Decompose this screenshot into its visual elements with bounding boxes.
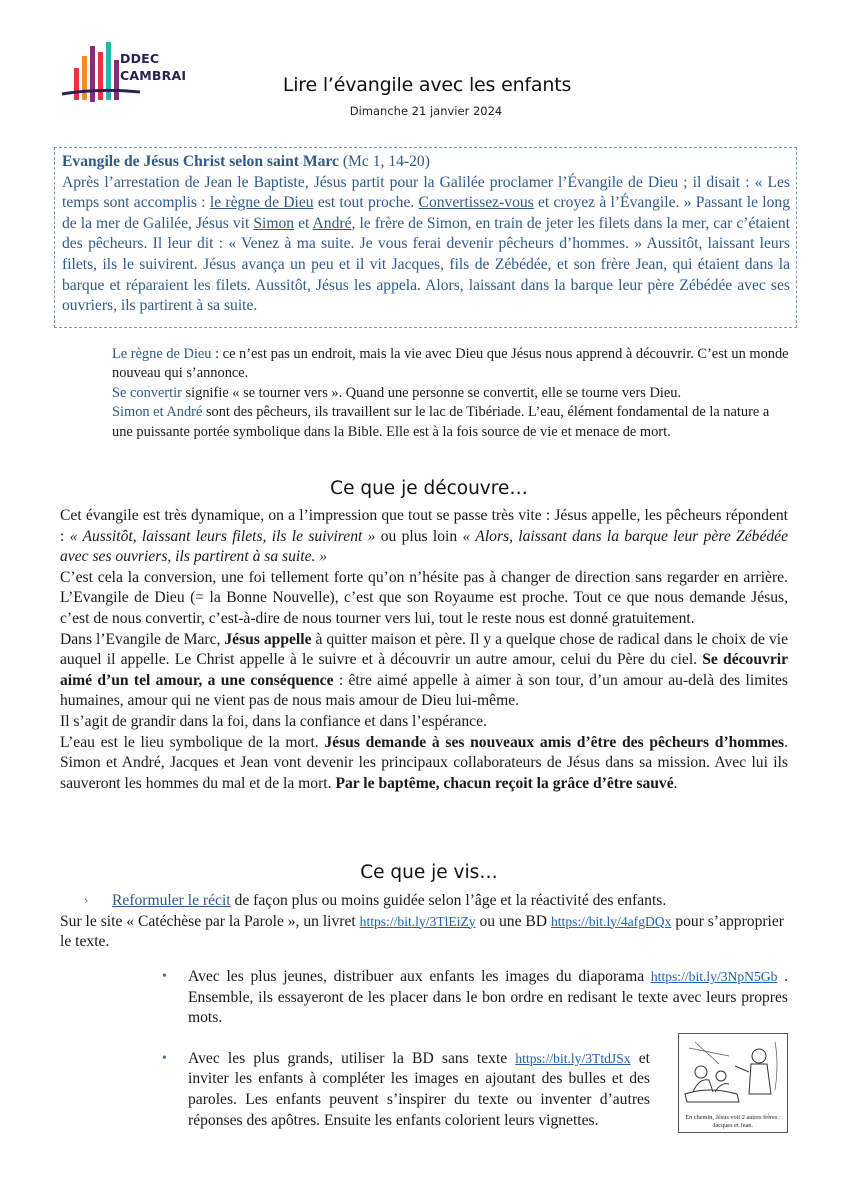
bd-link[interactable]: https://bit.ly/4afgDQx [550, 913, 672, 929]
livret-link[interactable]: https://bit.ly/3TlEiZy [359, 913, 476, 929]
paragraph [60, 912, 796, 953]
paragraph: C’est cela la conversion, une foi tellement forte qu’on n’hésite pas à changer de direction sans regarder en arrière. L’Evangile de Dieu (= la Bonne Nouvelle), c’est que son Royaume est proche. Tout ce que nous demande Jésus, c’est de nous convertir, c’est-à-dire de nous tourner vers lui, tout le reste nous est donné gratuitement. [60, 568, 788, 627]
paragraph [60, 506, 788, 568]
text: Avec les plus jeunes, distribuer aux enfants les images du diaporama [188, 968, 651, 985]
bold-text: Jésus demande à ses nouveaux amis d’être des pêcheurs d’hommes [324, 733, 785, 751]
section-heading-decouvre: Ce que je découvre… [330, 478, 528, 499]
glossary-item [112, 345, 792, 384]
gospel-text: , le frère de Simon, en train de jeter les filets dans la mer, car c’étaient des pêcheurs. Il leur dit : « Venez à ma suite. Je vous ferai devenir pêcheurs d’hommes. » Aussitôt, laissant leurs filets, ils le suivirent. Jésus avança un peu et il vit Jacques, fils de Zébédée, et son frère Jean, qui étaient dans la barque et réparaient les filets. Aussitôt, Jésus les appela. Alors, laissant dans la barque leur père Zébédée avec ses ouvriers, ils partirent à sa suite. [62, 214, 790, 315]
gospel-underlined-term: André [312, 214, 352, 232]
gospel-text: et croyez à l’Évangile. » Passant le long de la mer de Galilée, Jésus vit [62, 194, 790, 232]
glossary [112, 345, 792, 442]
text: Cet évangile est très dynamique, on a l’impression que tout se passe très vite : Jésus appelle, les pêcheurs répondent : [60, 507, 788, 545]
text: Sur le site « Catéchèse par la Parole », un livret [60, 912, 360, 930]
bold-text: Jésus appelle [224, 630, 312, 648]
glossary-term: Le règne de Dieu [112, 346, 212, 362]
text: ou plus loin [375, 527, 463, 545]
paragraph [60, 630, 788, 712]
paragraph: Il s’agit de grandir dans la foi, dans la confiance et dans l’espérance. [60, 712, 487, 730]
vis-body [60, 891, 796, 953]
section-heading-vis: Ce que je vis… [360, 862, 498, 883]
text: et inviter les enfants à compléter les images en ajoutant des bulles et des paroles. Les enfants peuvent s’inspirer du texte ou inventer d’autres réponses des apôtres. Ensuite les enfants colorient leurs vignettes. [188, 1049, 650, 1129]
glossary-term: Simon et André [112, 404, 203, 421]
text: Dans l’Evangile de Marc, [60, 630, 225, 648]
gospel-text: Après l’arrestation de Jean le Baptiste, Jésus partit pour la Galilée proclamer l’Évangile de Dieu ; il disait : « Les temps sont accomplis : [62, 173, 790, 212]
bullet-icon: • [162, 969, 167, 984]
text: . Simon et André, Jacques et Jean vont devenir les principaux collaborateurs de Jésus dans sa mission. Avec lui ils sauveront les hommes du mal et de la mort. [60, 733, 788, 792]
bold-text: Se découvrir aimé d’un tel amour, a une conséquence [60, 651, 788, 689]
decouvre-body [60, 506, 788, 794]
bold-text: Par le baptême, chacun reçoit la grâce d’être sauvé [335, 774, 674, 792]
reformuler-link[interactable]: Reformuler le récit [112, 892, 231, 909]
comic-drawing [679, 1034, 787, 1106]
bd-sans-texte-link[interactable]: https://bit.ly/3TtdJSx [515, 1050, 631, 1066]
text: : être aimé appelle à aimer à son tour, d’un amour au-delà des limites humaines, amour qui ne vient pas de nous mais amour de Dieu lui-même. [60, 671, 788, 710]
gospel-heading: Evangile de Jésus Christ selon saint Marc [62, 153, 339, 170]
text: L’eau est le lieu symbolique de la mort. [60, 733, 325, 751]
glossary-definition: : ce n’est pas un endroit, mais la vie avec Dieu que Jésus nous apprend à découvrir. C’est un monde nouveau qui s’annonce. [112, 346, 789, 382]
comic-caption: En chemin, Jésus voit 2 autres frères : Jacques et Jean. [685, 1114, 781, 1129]
logo-line2: CAMBRAI [120, 68, 187, 83]
gospel-reference: (Mc 1, 14-20) [338, 153, 430, 170]
diaporama-link[interactable]: https://bit.ly/3NpN5Gb [650, 969, 778, 984]
glossary-definition: signifie « se tourner vers ». Quand une personne se convertit, elle se tourne vers Dieu. [181, 384, 682, 401]
gospel-text: et [294, 214, 313, 232]
gospel-text: est tout proche. [313, 194, 419, 212]
bullet-item [160, 1049, 650, 1131]
text: ou une BD [475, 912, 551, 930]
quote: « Aussitôt, laissant leurs filets, ils le suivirent » [69, 527, 376, 545]
page-title: Lire l’évangile avec les enfants [282, 74, 572, 96]
text: . Ensemble, ils essayeront de les placer dans le bon ordre en redisant le texte avec leurs propres mots. [188, 968, 789, 1027]
text: à quitter maison et père. Il y a quelque chose de radical dans le choix de vie auquel il appelle. Le Christ appelle à le suivre et à découvrir un autre amour, celui du Père du ciel. [60, 630, 788, 669]
page-date: Dimanche 21 janvier 2024 [349, 104, 503, 118]
comic-thumbnail [678, 1033, 788, 1133]
paragraph [60, 733, 788, 795]
gospel-underlined-term: Convertissez-vous [418, 194, 534, 212]
text: Avec les plus grands, utiliser la BD sans texte [188, 1049, 516, 1067]
text: . [673, 774, 678, 792]
gospel-text-box [54, 147, 797, 328]
quote: « Alors, laissant dans la barque leur père Zébédée avec ses ouvriers, ils partirent à sa suite. » [60, 527, 789, 566]
glossary-item [112, 403, 792, 442]
gospel-underlined-term: le règne de Dieu [209, 194, 314, 212]
glossary-term: Se convertir [112, 384, 182, 401]
text: pour s’approprier le texte. [60, 912, 785, 951]
text: de façon plus ou moins guidée selon l’âge et la réactivité des enfants. [230, 892, 667, 909]
bullet-item [160, 967, 788, 1029]
glossary-item [112, 384, 792, 403]
gospel-underlined-term: Simon [253, 214, 295, 232]
glossary-definition: sont des pêcheurs, ils travaillent sur le lac de Tibériade. L’eau, élément fondamental de la nature a une puissante portée symbolique dans la Bible. Elle est à la fois source de vie et menace de mort. [112, 404, 770, 440]
bullet-icon: • [162, 1050, 167, 1066]
arrow-list-item [60, 891, 796, 912]
logo-line1: DDEC [120, 51, 160, 66]
chevron-right-icon: › [84, 894, 89, 907]
